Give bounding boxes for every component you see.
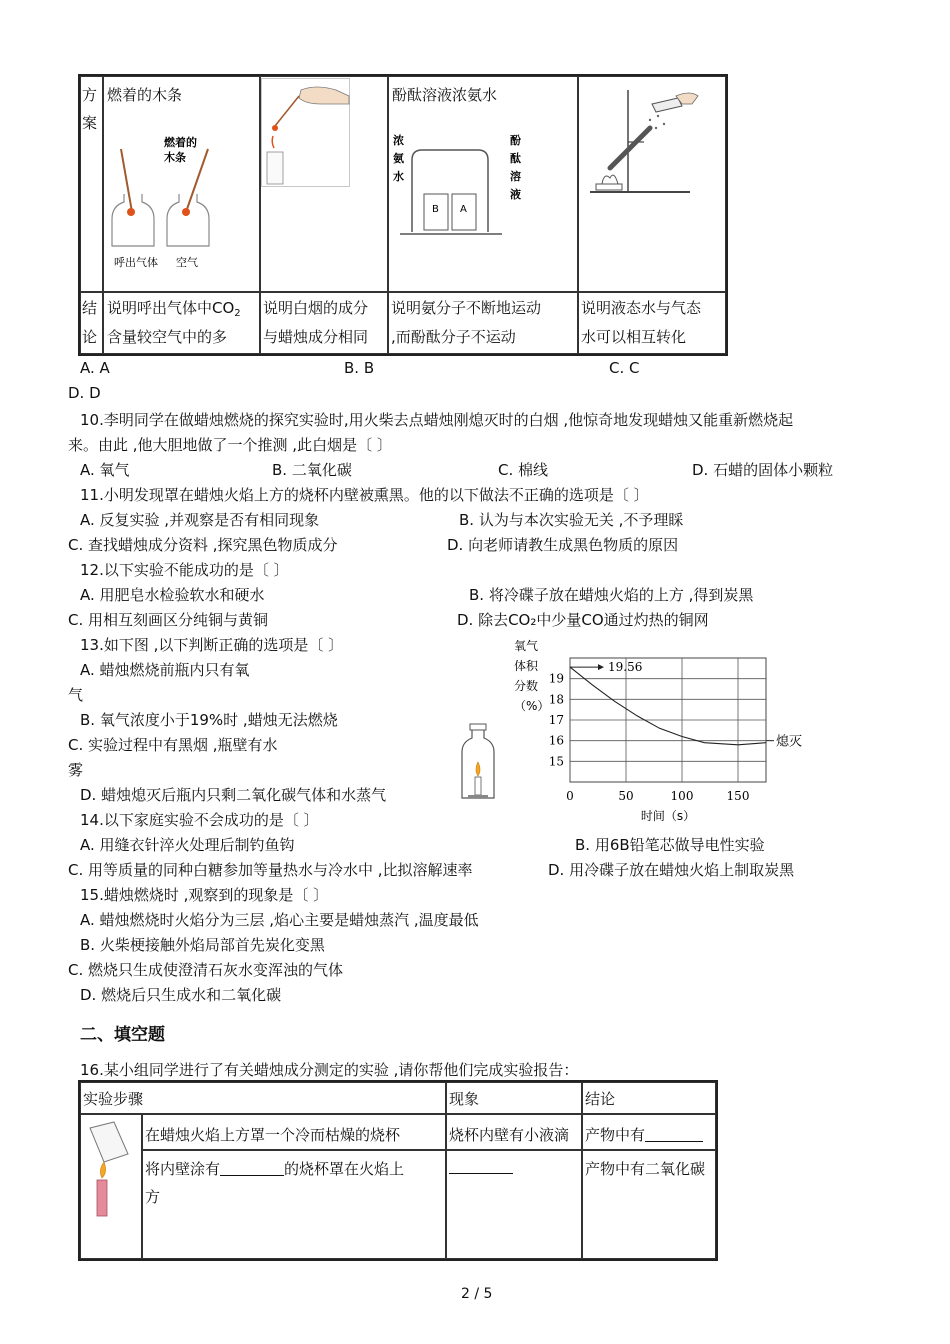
r2-step-blank[interactable]: [220, 1161, 284, 1176]
conclusion-c-line-2: ,而酚酞分子不运动: [391, 328, 516, 346]
fig-a-title-1: 燃着的: [164, 136, 197, 149]
q12-stem: 12.以下实验不能成功的是〔 〕: [80, 561, 289, 579]
r2-step-line-2: 方: [145, 1188, 161, 1206]
ammonia-diffusion-figure: [390, 122, 576, 290]
fig-c-beaker-b: B: [432, 204, 439, 215]
plan-c-header: 酚酞溶液浓氨水: [392, 86, 498, 104]
q12-option-a: A. 用肥皂水检验软水和硬水: [80, 586, 265, 604]
row-label-plan-2: 案: [82, 114, 98, 132]
annotation-start: 19.56: [608, 660, 643, 675]
candle-bottle-figure: [458, 722, 498, 802]
conclusion-d-line-1: 说明液态水与气态: [581, 299, 702, 317]
q10-option-b: B. 二氧化碳: [272, 461, 352, 479]
section-title: 二、填空题: [80, 1025, 165, 1045]
cell-label-plan: [80, 76, 103, 292]
r2-step-text-b: 的烧杯罩在火焰上: [284, 1160, 405, 1178]
q13-option-c-1: C. 实验过程中有黑烟 ,瓶壁有水: [68, 736, 278, 754]
q12-option-d: D. 除去CO₂中少量CO通过灼热的铜网: [457, 611, 709, 629]
conclusion-b-line-2: 与蜡烛成分相同: [263, 328, 369, 346]
conclusion-d-line-2: 水可以相互转化: [581, 328, 687, 346]
q11-option-b: B. 认为与本次实验无关 ,不予理睬: [459, 511, 684, 529]
fig-a-right-label: 空气: [176, 256, 198, 269]
x-tick-label: 0: [566, 789, 574, 803]
y-tick-label: 19: [548, 671, 564, 686]
q13-stem: 13.如下图 ,以下判断正确的选项是〔 〕: [80, 636, 344, 654]
y-tick-label: 16: [548, 733, 564, 748]
q14-option-d: D. 用冷碟子放在蜡烛火焰上制取炭黑: [548, 861, 795, 879]
q9-option-c: C. C: [609, 359, 640, 377]
burning-stick-figure: [104, 124, 259, 289]
y-axis-label: 氧气: [514, 639, 539, 653]
q11-stem: 11.小明发现罩在蜡烛火焰上方的烧杯内壁被熏黑。他的以下做法不正确的选项是〔 〕: [80, 486, 649, 504]
r2-step-text-a: 将内壁涂有: [145, 1160, 221, 1178]
q14-stem: 14.以下家庭实验不会成功的是〔 〕: [80, 811, 319, 829]
q13-option-a-1: A. 蜡烛燃烧前瓶内只有氧: [80, 661, 250, 679]
conclusion-a-line-1: 说明呼出气体中$CO_2$: [107, 299, 241, 319]
conclusion-a-text-1: 说明呼出气体中CO: [107, 299, 235, 317]
fig-c-right-3: 溶: [510, 170, 521, 183]
y-tick-label: 18: [548, 692, 564, 707]
q10-stem-1: 10.李明同学在做蜡烛燃烧的探究实验时,用火柴去点蜡烛刚熄灭时的白烟 ,他惊奇地发现蜡烛又能重新燃烧起: [80, 411, 794, 429]
q14-option-a: A. 用缝衣针淬火处理后制钓鱼钩: [80, 836, 295, 854]
q15-option-c: C. 燃烧只生成使澄清石灰水变浑浊的气体: [68, 961, 344, 979]
fig-c-right-2: 酞: [510, 152, 521, 165]
y-axis-label: （%）: [514, 699, 550, 713]
q13-option-b: B. 氧气浓度小于19%时 ,蜡烛无法燃烧: [80, 711, 338, 729]
y-axis-label: 体积: [514, 659, 539, 673]
annotation-end: 熄灭: [776, 734, 803, 750]
fig-c-right-1: 酚: [510, 134, 521, 147]
q10-stem-2: 来。由此 ,他大胆地做了一个推测 ,此白烟是〔 〕: [68, 436, 392, 454]
fig-c-left-2: 氨: [393, 152, 404, 165]
oxygen-chart: [510, 636, 810, 822]
comparison-table: [78, 74, 728, 356]
q10-option-a: A. 氧气: [80, 461, 130, 479]
fig-c-beaker-a: A: [460, 204, 467, 215]
q9-option-b: B. B: [344, 359, 375, 377]
q14-option-b: B. 用6B铅笔芯做导电性实验: [575, 836, 765, 854]
y-tick-label: 15: [548, 754, 564, 769]
beaker-candle-figure: [84, 1120, 138, 1220]
q11-option-a: A. 反复实验 ,并观察是否有相同现象: [80, 511, 320, 529]
q9-option-a: A. A: [80, 359, 110, 377]
q16-stem: 16.某小组同学进行了有关蜡烛成分测定的实验 ,请你帮他们完成实验报告：: [80, 1061, 579, 1079]
q10-option-c: C. 棉线: [498, 461, 549, 479]
q11-option-c: C. 查找蜡烛成分资料 ,探究黑色物质成分: [68, 536, 338, 554]
r2-conclusion: 产物中有二氧化碳: [585, 1160, 706, 1178]
q15-option-d: D. 燃烧后只生成水和二氧化碳: [80, 986, 282, 1004]
water-vapor-figure: [580, 80, 725, 200]
r2-phenomenon-blank[interactable]: [449, 1159, 513, 1174]
page-number: 2 / 5: [461, 1286, 493, 1302]
q10-option-d: D. 石蜡的固体小颗粒: [692, 461, 834, 479]
r2-step-line-1: [145, 1158, 404, 1179]
q15-option-a: A. 蜡烛燃烧时火焰分为三层 ,焰心主要是蜡烛蒸汽 ,温度最低: [80, 911, 479, 929]
fig-c-left-3: 水: [393, 170, 404, 183]
x-tick-label: 150: [726, 789, 750, 803]
chart-grid: [570, 658, 766, 782]
header-conclusion: 结论: [585, 1090, 616, 1108]
r1-conclusion-text: 产物中有: [585, 1126, 646, 1144]
y-axis-label: 分数: [514, 679, 539, 693]
x-tick-label: 50: [618, 789, 634, 803]
annotation-arrowhead: [598, 664, 604, 670]
row-label-concl-1: 结: [82, 299, 98, 317]
experiment-report-table: [78, 1080, 718, 1261]
q13-option-c-2: 雾: [68, 761, 84, 779]
x-tick-label: 100: [670, 789, 694, 803]
q14-option-c: C. 用等质量的同种白糖参加等量热水与冷水中 ,比拟溶解速率: [68, 861, 473, 879]
r1-phenomenon: 烧杯内壁有小液滴: [449, 1126, 570, 1144]
conclusion-a-line-2: 含量较空气中的多: [107, 328, 228, 346]
conclusion-b-line-1: 说明白烟的成分: [263, 299, 369, 317]
q13-option-a-2: 气: [68, 686, 84, 704]
fig-a-left-label: 呼出气体: [114, 256, 158, 269]
r1-blank[interactable]: [645, 1127, 703, 1142]
q12-option-b: B. 将冷碟子放在蜡烛火焰的上方 ,得到炭黑: [469, 586, 754, 604]
y-tick-label: 17: [548, 713, 564, 727]
white-smoke-figure: [261, 78, 351, 188]
r1-conclusion: [585, 1124, 703, 1145]
fig-c-right-4: 液: [510, 188, 521, 201]
q9-option-d: D. D: [68, 384, 101, 402]
q13-option-d: D. 蜡烛熄灭后瓶内只剩二氧化碳气体和水蒸气: [80, 786, 387, 804]
q11-option-d: D. 向老师请教生成黑色物质的原因: [447, 536, 679, 554]
fig-a-title-2: 木条: [164, 151, 186, 164]
header-step: 实验步骤: [83, 1090, 144, 1108]
header-phenomenon: 现象: [449, 1090, 480, 1108]
conclusion-c-line-1: 说明氨分子不断地运动: [391, 299, 542, 317]
q15-option-b: B. 火柴梗接触外焰局部首先炭化变黑: [80, 936, 325, 954]
plan-a-header: 燃着的木条: [107, 86, 183, 104]
row-label-plan-1: 方: [82, 86, 98, 104]
q12-option-c: C. 用相互刻画区分纯铜与黄铜: [68, 611, 269, 629]
fig-c-left-1: 浓: [393, 134, 404, 147]
r2-phenomenon: [449, 1158, 513, 1176]
row-label-concl-2: 论: [82, 328, 98, 346]
x-axis-label: 时间（s）: [640, 809, 696, 822]
q15-stem: 15.蜡烛燃烧时 ,观察到的现象是〔 〕: [80, 886, 329, 904]
r1-step: 在蜡烛火焰上方罩一个冷而枯燥的烧杯: [145, 1126, 401, 1144]
